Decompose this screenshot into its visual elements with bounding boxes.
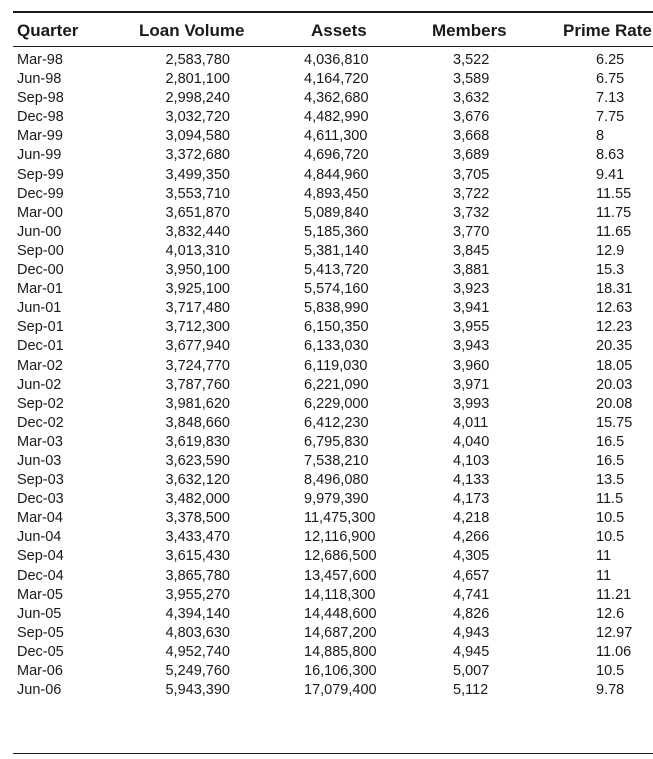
- cell-prime-rate: 6.25: [596, 52, 625, 68]
- table-row: [0, 166, 653, 185]
- cell-prime-rate: 11: [596, 567, 612, 584]
- cell-loan-volume: 3,378,500: [165, 510, 230, 527]
- cell-prime-rate: 18.31: [596, 281, 633, 298]
- cell-assets: 16,106,300: [304, 663, 377, 679]
- cell-members: 3,689: [453, 147, 490, 164]
- table-row: [0, 528, 653, 547]
- cell-loan-volume: 3,499,350: [165, 166, 230, 183]
- cell-loan-volume: 3,955,270: [165, 586, 230, 603]
- cell-members: 4,741: [453, 586, 490, 603]
- cell-members: 4,218: [453, 510, 490, 527]
- cell-members: 3,971: [453, 376, 490, 393]
- cell-members: 3,845: [453, 242, 490, 259]
- cell-assets: 4,893,450: [304, 185, 369, 202]
- header-loan-volume: Loan Volume: [139, 21, 245, 40]
- cell-quarter: Jun-06: [17, 682, 62, 699]
- cell-members: 4,133: [453, 472, 490, 489]
- cell-prime-rate: 11.65: [596, 223, 632, 240]
- cell-members: 4,103: [453, 452, 490, 469]
- table-row: [0, 509, 653, 528]
- cell-members: 3,993: [453, 395, 490, 412]
- cell-quarter: Mar-00: [17, 204, 63, 221]
- cell-loan-volume: 3,950,100: [165, 262, 230, 279]
- cell-prime-rate: 12.97: [596, 624, 633, 641]
- table-row: [0, 547, 653, 566]
- table-row: [0, 70, 653, 89]
- cell-prime-rate: 15.75: [596, 414, 633, 431]
- cell-members: 4,011: [453, 414, 489, 431]
- cell-prime-rate: 13.5: [596, 472, 625, 489]
- cell-members: 3,923: [453, 281, 490, 298]
- table-row: [0, 185, 653, 204]
- cell-quarter: Dec-98: [17, 109, 64, 126]
- cell-quarter: Sep-02: [17, 395, 64, 412]
- cell-members: 3,676: [453, 109, 490, 126]
- cell-prime-rate: 18.05: [596, 357, 633, 374]
- table-row: [0, 127, 653, 146]
- cell-prime-rate: 11: [596, 548, 612, 565]
- cell-prime-rate: 7.75: [596, 109, 625, 126]
- cell-assets: 6,229,000: [304, 395, 369, 412]
- cell-assets: 12,686,500: [304, 548, 377, 565]
- cell-loan-volume: 3,724,770: [165, 357, 230, 374]
- cell-members: 3,943: [453, 338, 490, 355]
- cell-assets: 14,448,600: [304, 605, 377, 622]
- table-top-rule: [13, 11, 653, 13]
- cell-assets: 4,696,720: [304, 147, 369, 164]
- header-quarter: Quarter: [17, 21, 79, 40]
- cell-loan-volume: 5,943,390: [165, 682, 230, 699]
- table-row: [0, 89, 653, 108]
- cell-members: 3,881: [453, 262, 490, 279]
- cell-loan-volume: 3,717,480: [165, 300, 230, 317]
- table-row: [0, 204, 653, 223]
- cell-assets: 4,164,720: [304, 71, 369, 88]
- cell-quarter: Mar-02: [17, 357, 63, 374]
- cell-loan-volume: 5,249,760: [165, 663, 230, 679]
- table-bottom-rule: [13, 753, 653, 754]
- cell-prime-rate: 20.03: [596, 376, 633, 393]
- cell-prime-rate: 7.13: [596, 90, 625, 107]
- cell-quarter: Jun-05: [17, 605, 62, 622]
- table-header-row: [0, 20, 653, 42]
- cell-assets: 4,482,990: [304, 109, 369, 126]
- cell-quarter: Sep-05: [17, 624, 64, 641]
- cell-loan-volume: 3,619,830: [165, 433, 230, 450]
- cell-prime-rate: 12.63: [596, 300, 633, 317]
- cell-quarter: Dec-01: [17, 338, 64, 355]
- table-row: [0, 51, 653, 70]
- table-row: [0, 337, 653, 356]
- cell-prime-rate: 11.75: [596, 204, 632, 221]
- cell-prime-rate: 10.5: [596, 510, 625, 527]
- cell-quarter: Dec-99: [17, 185, 64, 202]
- cell-quarter: Mar-04: [17, 510, 63, 527]
- cell-quarter: Sep-04: [17, 548, 64, 565]
- cell-quarter: Dec-05: [17, 643, 64, 660]
- cell-assets: 6,221,090: [304, 376, 369, 393]
- cell-quarter: Jun-03: [17, 452, 62, 469]
- table-row: [0, 471, 653, 490]
- table-row: [0, 490, 653, 509]
- table-row: [0, 376, 653, 395]
- cell-prime-rate: 12.6: [596, 605, 625, 622]
- cell-loan-volume: 2,583,780: [165, 52, 230, 68]
- cell-assets: 8,496,080: [304, 472, 369, 489]
- cell-members: 3,732: [453, 204, 490, 221]
- header-members: Members: [432, 21, 507, 40]
- cell-assets: 5,574,160: [304, 281, 369, 298]
- cell-members: 4,657: [453, 567, 490, 584]
- cell-loan-volume: 3,372,680: [165, 147, 230, 164]
- cell-assets: 11,475,300: [304, 510, 376, 527]
- cell-members: 3,941: [453, 300, 490, 317]
- cell-members: 3,960: [453, 357, 490, 374]
- cell-assets: 14,885,800: [304, 643, 377, 660]
- cell-members: 4,826: [453, 605, 490, 622]
- table-row: [0, 299, 653, 318]
- table-header-rule: [13, 46, 653, 47]
- cell-quarter: Mar-98: [17, 52, 63, 68]
- table-row: [0, 414, 653, 433]
- cell-quarter: Dec-03: [17, 491, 64, 508]
- cell-assets: 5,413,720: [304, 262, 369, 279]
- cell-loan-volume: 3,482,000: [165, 491, 230, 508]
- cell-assets: 5,381,140: [304, 242, 369, 259]
- cell-members: 5,112: [453, 682, 489, 699]
- cell-prime-rate: 15.3: [596, 262, 625, 279]
- table-row: [0, 643, 653, 662]
- table-row: [0, 586, 653, 605]
- cell-assets: 13,457,600: [304, 567, 377, 584]
- cell-members: 3,632: [453, 90, 490, 107]
- table-row: [0, 395, 653, 414]
- cell-assets: 4,611,300: [304, 128, 368, 145]
- cell-loan-volume: 3,632,120: [165, 472, 230, 489]
- cell-quarter: Mar-03: [17, 433, 63, 450]
- cell-prime-rate: 12.23: [596, 319, 633, 336]
- cell-prime-rate: 10.5: [596, 663, 625, 679]
- cell-assets: 9,979,390: [304, 491, 369, 508]
- cell-quarter: Sep-00: [17, 242, 64, 259]
- cell-loan-volume: 3,677,940: [165, 338, 230, 355]
- cell-members: 4,173: [453, 491, 490, 508]
- cell-loan-volume: 2,998,240: [165, 90, 230, 107]
- cell-assets: 6,412,230: [304, 414, 369, 431]
- cell-assets: 12,116,900: [304, 529, 376, 546]
- cell-assets: 6,795,830: [304, 433, 369, 450]
- cell-members: 3,770: [453, 223, 490, 240]
- cell-quarter: Sep-03: [17, 472, 64, 489]
- cell-loan-volume: 3,615,430: [165, 548, 230, 565]
- table-row: [0, 452, 653, 471]
- cell-loan-volume: 2,801,100: [165, 71, 230, 88]
- cell-loan-volume: 3,832,440: [165, 223, 230, 240]
- cell-assets: 14,687,200: [304, 624, 377, 641]
- cell-loan-volume: 4,013,310: [165, 242, 230, 259]
- cell-loan-volume: 3,787,760: [165, 376, 230, 393]
- cell-members: 3,668: [453, 128, 490, 145]
- cell-quarter: Sep-99: [17, 166, 64, 183]
- cell-assets: 5,089,840: [304, 204, 369, 221]
- cell-quarter: Jun-01: [17, 300, 62, 317]
- cell-members: 3,589: [453, 71, 490, 88]
- cell-prime-rate: 8: [596, 128, 605, 145]
- cell-quarter: Mar-99: [17, 128, 63, 145]
- cell-assets: 6,133,030: [304, 338, 369, 355]
- table-row: [0, 108, 653, 127]
- table-row: [0, 223, 653, 242]
- table-row: [0, 280, 653, 299]
- table-row: [0, 681, 653, 700]
- table-row: [0, 624, 653, 643]
- cell-loan-volume: 4,394,140: [165, 605, 230, 622]
- cell-assets: 4,036,810: [304, 52, 369, 68]
- cell-members: 3,722: [453, 185, 490, 202]
- cell-prime-rate: 12.9: [596, 242, 625, 259]
- cell-members: 4,040: [453, 433, 490, 450]
- cell-loan-volume: 3,433,470: [165, 529, 230, 546]
- cell-loan-volume: 3,553,710: [165, 185, 230, 202]
- cell-prime-rate: 9.41: [596, 166, 625, 183]
- cell-assets: 7,538,210: [304, 452, 369, 469]
- cell-assets: 5,838,990: [304, 300, 369, 317]
- cell-prime-rate: 16.5: [596, 452, 625, 469]
- cell-assets: 5,185,360: [304, 223, 369, 240]
- cell-assets: 4,362,680: [304, 90, 369, 107]
- cell-members: 4,305: [453, 548, 490, 565]
- cell-prime-rate: 16.5: [596, 433, 625, 450]
- cell-members: 3,705: [453, 166, 490, 183]
- cell-members: 4,943: [453, 624, 490, 641]
- cell-members: 5,007: [453, 663, 490, 679]
- cell-prime-rate: 11.21: [596, 586, 632, 603]
- cell-prime-rate: 9.78: [596, 682, 625, 699]
- table-row: [0, 261, 653, 280]
- table-row: [0, 433, 653, 452]
- cell-quarter: Jun-99: [17, 147, 62, 164]
- cell-quarter: Dec-04: [17, 567, 64, 584]
- table-row: [0, 662, 653, 681]
- cell-prime-rate: 6.75: [596, 71, 625, 88]
- cell-loan-volume: 3,712,300: [165, 319, 230, 336]
- cell-prime-rate: 11.55: [596, 185, 632, 202]
- cell-loan-volume: 3,848,660: [165, 414, 230, 431]
- cell-quarter: Dec-02: [17, 414, 64, 431]
- cell-quarter: Jun-04: [17, 529, 62, 546]
- cell-assets: 6,150,350: [304, 319, 369, 336]
- table-row: [0, 357, 653, 376]
- cell-quarter: Mar-05: [17, 586, 63, 603]
- cell-loan-volume: 3,925,100: [165, 281, 230, 298]
- cell-loan-volume: 3,032,720: [165, 109, 230, 126]
- cell-members: 4,266: [453, 529, 490, 546]
- cell-quarter: Mar-06: [17, 663, 63, 679]
- cell-loan-volume: 3,651,870: [165, 204, 230, 221]
- cell-loan-volume: 3,623,590: [165, 452, 230, 469]
- cell-loan-volume: 3,981,620: [165, 395, 230, 412]
- cell-quarter: Dec-00: [17, 262, 64, 279]
- table-row: [0, 146, 653, 165]
- cell-members: 4,945: [453, 643, 490, 660]
- cell-loan-volume: 3,865,780: [165, 567, 230, 584]
- cell-loan-volume: 3,094,580: [165, 128, 230, 145]
- cell-quarter: Mar-01: [17, 281, 63, 298]
- table-body: [0, 51, 653, 700]
- cell-quarter: Sep-01: [17, 319, 64, 336]
- cell-loan-volume: 4,952,740: [165, 643, 230, 660]
- table-row: [0, 242, 653, 261]
- table-row: [0, 318, 653, 337]
- cell-prime-rate: 8.63: [596, 147, 625, 164]
- cell-quarter: Jun-02: [17, 376, 62, 393]
- table-row: [0, 567, 653, 586]
- cell-members: 3,955: [453, 319, 490, 336]
- cell-quarter: Sep-98: [17, 90, 64, 107]
- cell-assets: 14,118,300: [304, 586, 376, 603]
- cell-prime-rate: 11.5: [596, 491, 624, 508]
- cell-members: 3,522: [453, 52, 490, 68]
- header-prime-rate: Prime Rate: [563, 21, 652, 40]
- table-row: [0, 605, 653, 624]
- cell-loan-volume: 4,803,630: [165, 624, 230, 641]
- cell-prime-rate: 10.5: [596, 529, 625, 546]
- cell-prime-rate: 20.35: [596, 338, 633, 355]
- header-assets: Assets: [311, 21, 367, 40]
- cell-assets: 4,844,960: [304, 166, 369, 183]
- cell-prime-rate: 11.06: [596, 643, 632, 660]
- cell-quarter: Jun-98: [17, 71, 62, 88]
- cell-quarter: Jun-00: [17, 223, 62, 240]
- cell-assets: 6,119,030: [304, 357, 368, 374]
- cell-assets: 17,079,400: [304, 682, 377, 699]
- cell-prime-rate: 20.08: [596, 395, 633, 412]
